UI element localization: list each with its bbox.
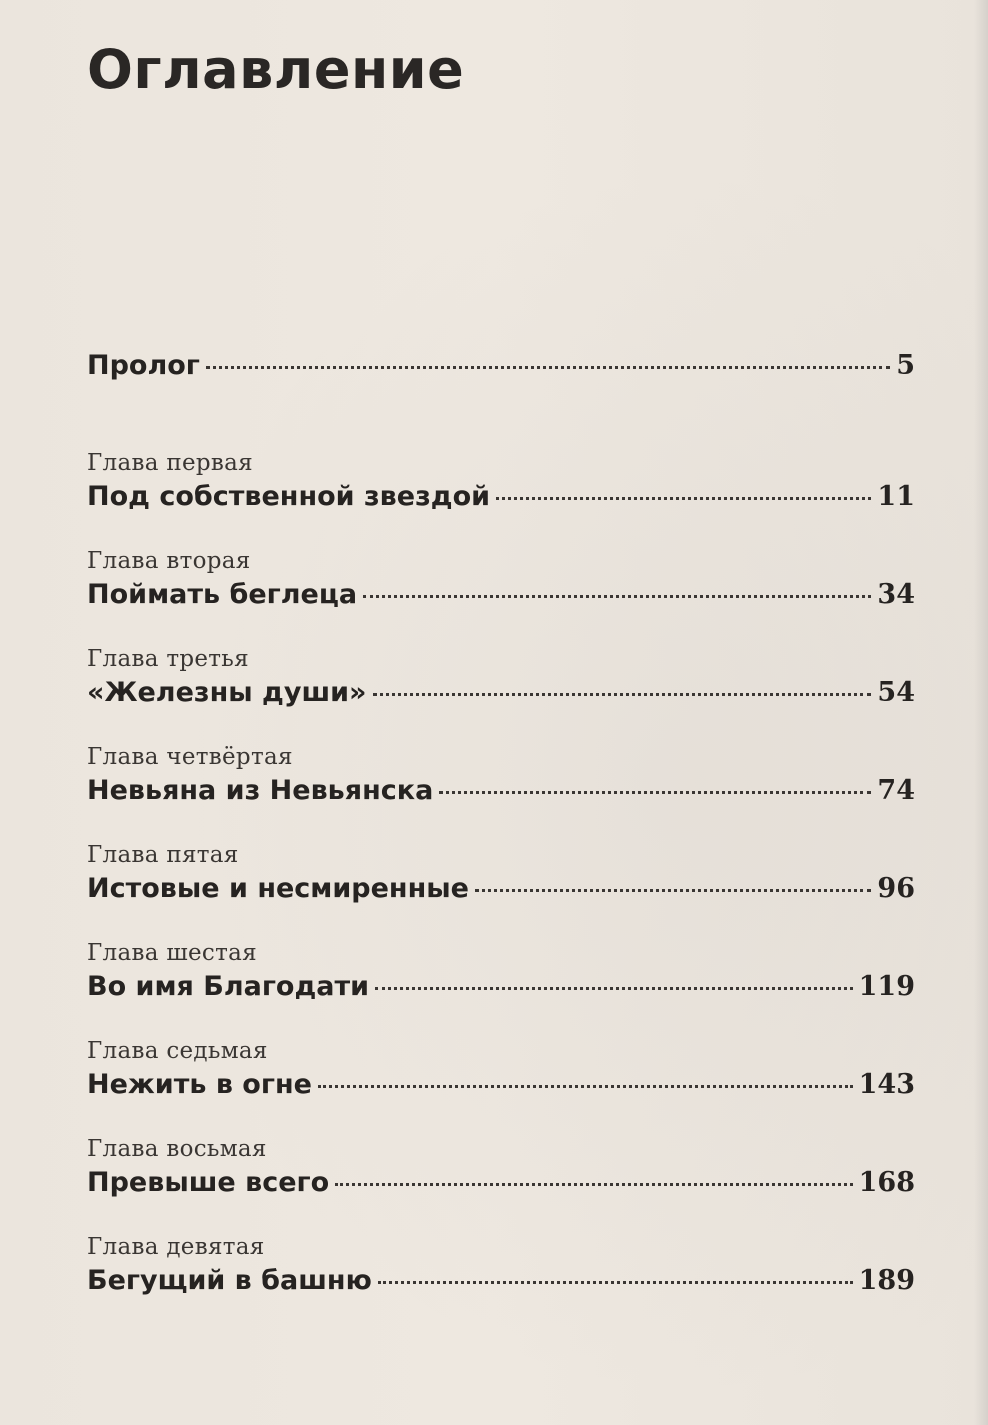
toc-entry-chapter: [87, 840, 915, 921]
entry-title: Под собственной звездой: [87, 481, 491, 512]
entry-page-number: 143: [858, 1069, 915, 1100]
entry-title: Бегущий в башню: [87, 1265, 372, 1296]
chapter-label: Глава седьмая: [87, 1038, 268, 1064]
page-title: Оглавление: [87, 38, 465, 101]
dot-leader: [375, 987, 853, 990]
entry-title: Истовые и несмиренные: [87, 873, 469, 904]
dot-leader: [496, 497, 871, 500]
dot-leader: [378, 1281, 853, 1284]
entry-page-number: 96: [877, 873, 915, 904]
toc-entry-chapter: [87, 1232, 915, 1313]
chapter-label: Глава вторая: [87, 548, 251, 574]
chapter-label: Глава восьмая: [87, 1136, 267, 1162]
entry-title: Нежить в огне: [87, 1069, 312, 1100]
entry-page-number: 11: [877, 481, 915, 512]
chapter-label: Глава третья: [87, 646, 249, 672]
entry-title: Пролог: [87, 350, 200, 381]
chapter-title-line: [87, 677, 915, 725]
toc-entry-chapter: [87, 742, 915, 823]
chapter-title-line: [87, 1167, 915, 1215]
dot-leader: [373, 693, 872, 696]
entry-page-number: 189: [858, 1265, 915, 1296]
toc-entry-chapter: [87, 644, 915, 725]
chapter-label: Глава пятая: [87, 842, 239, 868]
entry-title: Превыше всего: [87, 1167, 330, 1198]
chapter-title-line: [87, 579, 915, 627]
chapter-title-line: [87, 1265, 915, 1313]
entry-title: Поймать беглеца: [87, 579, 358, 610]
dot-leader: [363, 595, 871, 598]
chapter-title-line: [87, 775, 915, 823]
chapter-title-line: [87, 971, 915, 1019]
entry-page-number: 5: [896, 350, 915, 381]
dot-leader: [206, 366, 890, 369]
entry-title: Во имя Благодати: [87, 971, 370, 1002]
toc-entry-chapter: [87, 938, 915, 1019]
entry-page-number: 34: [877, 579, 915, 610]
toc-entry-chapter: [87, 1134, 915, 1215]
toc-entry-chapter: [87, 546, 915, 627]
chapter-label: Глава шестая: [87, 940, 257, 966]
dot-leader: [475, 889, 871, 892]
page-edge-shadow: [974, 0, 988, 1425]
toc-entry-chapter: [87, 1036, 915, 1117]
chapter-title-line: [87, 1069, 915, 1117]
entry-page-number: 74: [877, 775, 915, 806]
chapter-label: Глава четвёртая: [87, 744, 293, 770]
entry-title: «Железны души»: [87, 677, 367, 708]
chapter-title-line: [87, 873, 915, 921]
dot-leader: [439, 791, 871, 794]
entry-page-number: 168: [858, 1167, 915, 1198]
dot-leader: [335, 1183, 852, 1186]
toc-entry-prologue: [87, 350, 915, 398]
entry-page-number: 119: [858, 971, 915, 1002]
chapter-title-line: [87, 481, 915, 529]
toc-entry-chapter: [87, 448, 915, 529]
entry-page-number: 54: [877, 677, 915, 708]
dot-leader: [318, 1085, 853, 1088]
chapter-label: Глава девятая: [87, 1234, 265, 1260]
table-of-contents: [87, 350, 915, 1313]
entry-title: Невьяна из Невьянска: [87, 775, 434, 806]
chapter-label: Глава первая: [87, 450, 253, 476]
